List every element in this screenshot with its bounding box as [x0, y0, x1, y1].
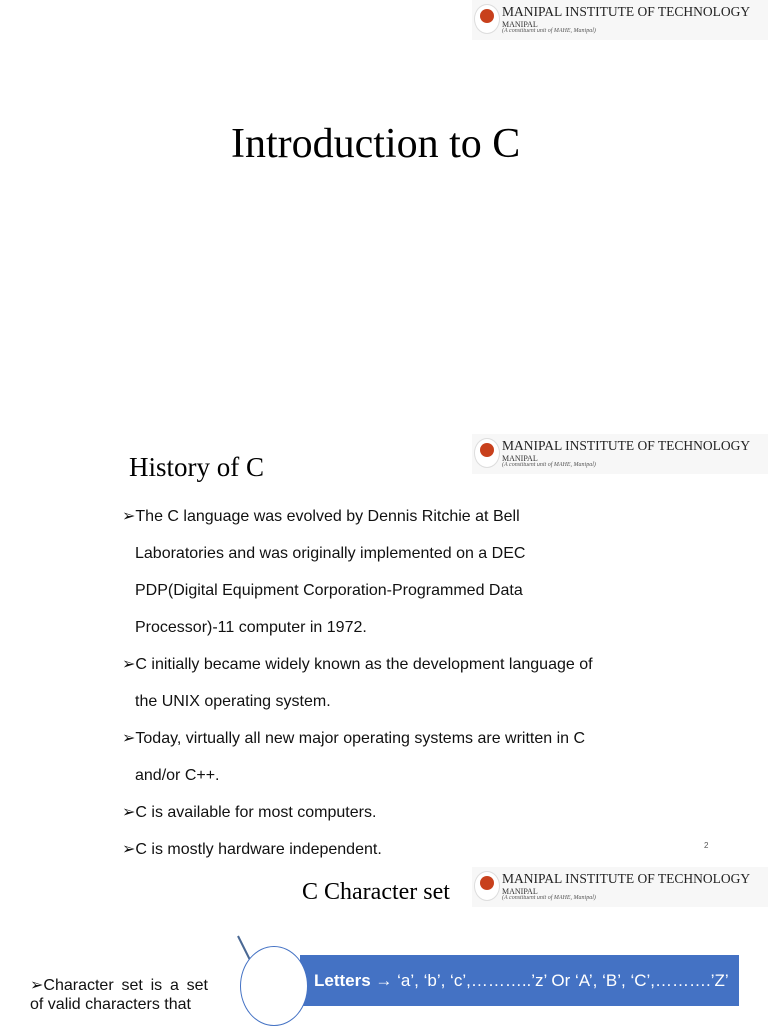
bullet-line: ➢C initially became widely known as the development language of [122, 656, 593, 673]
logo-sub: MANIPAL [502, 20, 538, 29]
bullet-line: PDP(Digital Equipment Corporation-Programmed Data [135, 582, 523, 599]
charset-description: ➢Character set is a set of valid characters that [30, 977, 208, 1013]
seal-icon [474, 871, 500, 901]
logo-sub: MANIPAL [502, 454, 538, 463]
logo-note: (A constituent unit of MAHE, Manipal) [502, 895, 596, 901]
logo-note: (A constituent unit of MAHE, Manipal) [502, 28, 596, 34]
page-number: 2 [704, 841, 709, 850]
slide-title: History of C [129, 452, 264, 482]
letters-value: ‘a’, ‘b’, ‘c’,………..’z’ Or ‘A’, ‘B’, ‘C’,……….’Z’ [392, 971, 729, 990]
bullet-list [122, 498, 593, 868]
slide-title: C Character set [302, 879, 450, 905]
seal-icon [474, 438, 500, 468]
bullet-line: the UNIX operating system. [135, 693, 331, 710]
letters-band [300, 955, 739, 1006]
logo-name: MANIPAL INSTITUTE OF TECHNOLOGY [502, 438, 751, 453]
logo-sub: MANIPAL [502, 887, 538, 896]
bullet-line: Laboratories and was originally implemented on a DEC [135, 545, 526, 562]
bullet-line: and/or C++. [135, 767, 220, 784]
letters-label: Letters → [314, 971, 393, 990]
institute-logo [472, 867, 768, 907]
logo-note: (A constituent unit of MAHE, Manipal) [502, 462, 596, 468]
logo-name: MANIPAL INSTITUTE OF TECHNOLOGY [502, 4, 751, 19]
bullet-line: Processor)-11 computer in 1972. [135, 619, 367, 636]
institute-logo [472, 0, 768, 40]
bullet-line: ➢C is mostly hardware independent. [122, 841, 382, 858]
circle-shape [240, 946, 308, 1026]
bullet-line: ➢The C language was evolved by Dennis Ritchie at Bell [122, 508, 520, 525]
slide-title: Introduction to C [231, 121, 521, 167]
institute-logo [472, 434, 768, 474]
bullet-line: ➢Today, virtually all new major operating systems are written in C [122, 730, 586, 747]
logo-name: MANIPAL INSTITUTE OF TECHNOLOGY [502, 871, 751, 886]
seal-icon [474, 4, 500, 34]
bullet-line: ➢C is available for most computers. [122, 804, 377, 821]
